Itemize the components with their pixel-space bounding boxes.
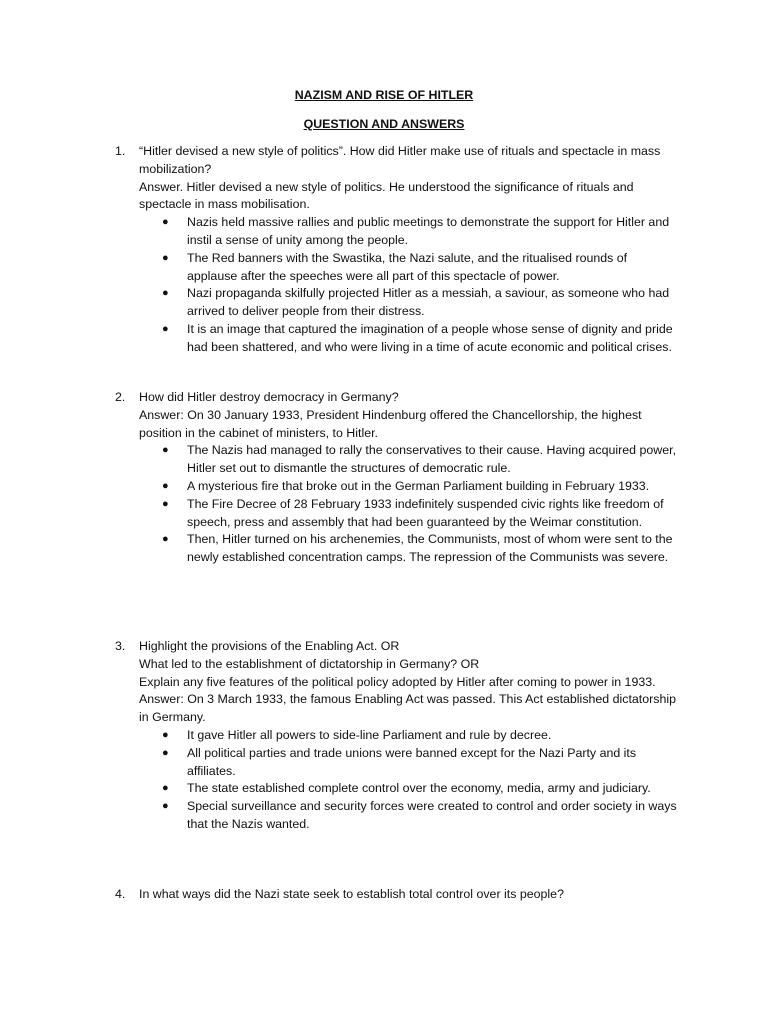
bullet-text: A mysterious fire that broke out in the German Parliament building in February 1933.	[187, 478, 650, 493]
bullet-item	[162, 496, 677, 532]
page-subtitle: QUESTION AND ANSWERS	[303, 117, 465, 131]
bullet-list	[0, 442, 768, 567]
bullet-text: The Fire Decree of 28 February 1933 indefinitely suspended civic rights like freedom of speech, press and assembly that had been guaranteed by the Weimar constitution.	[187, 496, 664, 529]
bullet-dot-icon: ●	[162, 322, 169, 335]
bullet-text: It is an image that captured the imagination of a people whose sense of dignity and pride had been shattered, and who were living in a time of acute economic and political crises.	[187, 321, 673, 354]
answer-text: Answer: On 3 March 1933, the famous Enabling Act was passed. This Act established dictatorship in Germany.	[139, 692, 676, 725]
question-text: Highlight the provisions of the Enabling Act. OR	[139, 639, 400, 653]
bullet-item	[162, 798, 677, 834]
question-1	[0, 143, 768, 357]
bullet-item	[162, 321, 677, 357]
question-line	[0, 389, 768, 407]
question-line	[0, 886, 768, 904]
bullet-dot-icon: ●	[162, 287, 169, 300]
bullet-list	[0, 727, 768, 834]
answer-text: Answer. Hitler devised a new style of politics. He understood the significance of rituals and spectacle in mass mobilisation.	[139, 179, 634, 212]
question-2	[0, 389, 768, 567]
bullet-item	[162, 531, 677, 567]
bullet-dot-icon: ●	[162, 444, 169, 457]
bullet-item	[162, 745, 677, 781]
question-text: How did Hitler destroy democracy in Germany?	[139, 390, 399, 404]
bullet-text: All political parties and trade unions were banned except for the Nazi Party and its affiliates.	[187, 745, 637, 778]
question-number: 1.	[115, 144, 126, 158]
bullet-dot-icon: ●	[162, 782, 169, 795]
bullet-dot-icon: ●	[162, 746, 169, 759]
bullet-dot-icon: ●	[162, 800, 169, 813]
question-number: 2.	[115, 390, 126, 404]
bullet-item	[162, 780, 677, 798]
question-line	[0, 638, 768, 656]
bullet-text: Nazi propaganda skilfully projected Hitler as a messiah, a saviour, as someone who had arrived to deliver people from their distress.	[187, 286, 670, 319]
question-text: In what ways did the Nazi state seek to establish total control over its people?	[139, 887, 564, 901]
bullet-list	[0, 214, 768, 356]
question-number: 4.	[115, 887, 126, 901]
bullet-dot-icon: ●	[162, 479, 169, 492]
bullet-text: The Nazis had managed to rally the conservatives to their cause. Having acquired power, Hitler set out to dismantle the structures of democratic rule.	[187, 443, 677, 476]
bullet-text: Nazis held massive rallies and public meetings to demonstrate the support for Hitler and instil a sense of unity among the people.	[187, 215, 670, 247]
bullet-item	[162, 478, 677, 496]
question-4	[0, 886, 768, 904]
bullet-dot-icon: ●	[162, 497, 169, 510]
bullet-item	[162, 250, 677, 286]
question-line	[0, 143, 768, 179]
bullet-text: It gave Hitler all powers to side-line Parliament and rule by decree.	[187, 727, 552, 742]
question-text: What led to the establishment of dictatorship in Germany? OR	[139, 656, 480, 671]
answer-text: Answer: On 30 January 1933, President Hindenburg offered the Chancellorship, the highest position in the cabinet of ministers, to Hitler.	[139, 407, 642, 440]
bullet-dot-icon: ●	[162, 533, 169, 546]
bullet-item	[162, 214, 677, 250]
page-title: NAZISM AND RISE OF HITLER	[294, 88, 474, 102]
bullet-dot-icon: ●	[162, 251, 169, 264]
bullet-text: The state established complete control over the economy, media, army and judiciary.	[187, 781, 651, 796]
bullet-item	[162, 285, 677, 321]
question-number: 3.	[115, 639, 126, 653]
question-text: “Hitler devised a new style of politics”. How did Hitler make use of rituals and spectacle in mass mobilization?	[139, 144, 661, 176]
bullet-item	[162, 727, 677, 745]
bullet-dot-icon: ●	[162, 728, 169, 741]
bullet-item	[162, 442, 677, 478]
bullet-text: The Red banners with the Swastika, the Nazi salute, and the ritualised rounds of applause after the speeches were all part of this spectacle of power.	[187, 250, 628, 283]
question-text: Explain any five features of the political policy adopted by Hitler after coming to power in 1933.	[139, 674, 656, 689]
bullet-text: Special surveillance and security forces were created to control and order society in ways that the Nazis wanted.	[187, 799, 677, 831]
question-3	[0, 638, 768, 834]
bullet-dot-icon: ●	[162, 216, 169, 229]
bullet-text: Then, Hitler turned on his archenemies, the Communists, most of whom were sent to the newly established concentration camps. The repression of the Communists was severe.	[187, 532, 673, 565]
